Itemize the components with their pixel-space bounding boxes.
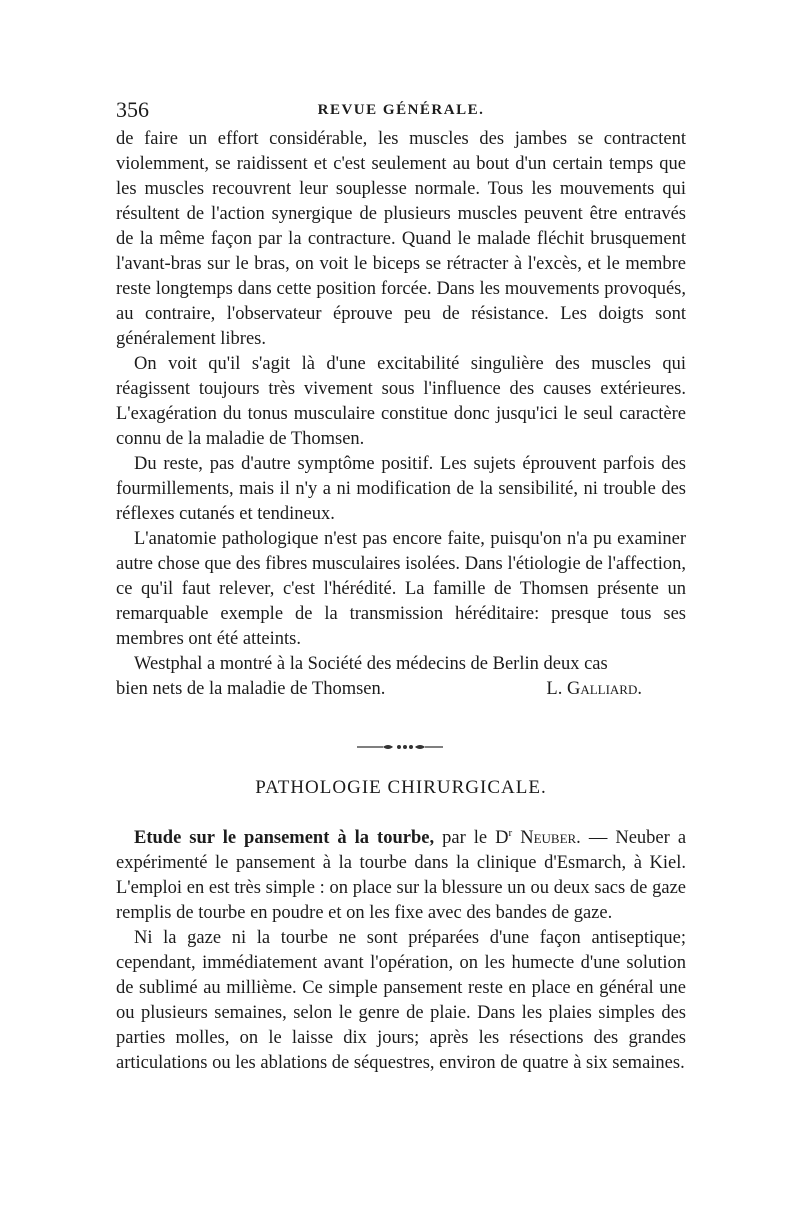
page-header — [116, 95, 686, 125]
paragraph-4: L'anatomie pathologique n'est pas encore faite, puisqu'on n'a pu examiner autre chose que des fibres musculaires isolées. Dans l'étiologie de l'affection, ce qu'il faut relever, c'est l'hérédité. La famille de Thomsen présente un remarquable exemple de la transmission héréditaire: presque tous ses membres ont été atteints. — [116, 529, 686, 649]
article-title: Etude sur le pansement à la tourbe, — [134, 828, 435, 849]
paragraph-5: Westphal a montré à la Société des médecins de Berlin deux cas — [134, 654, 608, 674]
article-body: — Neuber a expérimenté le pansement à la tourbe dans la clinique d'Esmarch, à Kiel. L'emploi en est très simple : on place sur la blessure un ou deux sacs de gaze remplis de tourbe en poudre et on les fixe avec des bandes de gaze. — [116, 828, 687, 924]
signature-line — [116, 677, 686, 702]
article-paragraph-2: Ni la gaze ni la tourbe ne sont préparées d'une façon antiseptique; cependant, immédiatement avant l'opération, on les humecte d'une solution de sublimé au millième. Ce simple pansement reste en place en général une ou plusieurs semaines, selon le genre de plaie. Dans les plaies simples des parties molles, on le laisse dix jours; après les résections des grandes articulations ou les ablations de séquestres, environ de quatre à six semaines. — [116, 928, 686, 1074]
paragraph-5-end: bien nets de la maladie de Thomsen. — [116, 679, 386, 699]
paragraph-2: On voit qu'il s'agit là d'une excitabilité singulière des muscles qui réagissent toujours très vivement sous l'influence des causes extérieures. L'exagération du tonus musculaire constitue donc jusqu'ici le seul caractère connu de la maladie de Thomsen. — [116, 354, 686, 449]
section-1-text — [116, 127, 686, 702]
article-author: Neuber. — [520, 828, 581, 849]
paragraph-1: de faire un effort considérable, les muscles des jambes se contractent violemment, se raidissent et c'est seulement au bout d'un certain temps que les muscles recouvrent leur souplesse normale. Tous les mouvements qui résultent de l'action synergique de plusieurs muscles peuvent être entravés de la même façon par la contracture. Quand le malade fléchit brusquement l'avant-bras sur le bras, on voit le biceps se rétracter à l'excès, et le membre reste longtemps dans cette position forcée. Dans les mouvements provoqués, au contraire, l'observateur éprouve peu de résistance. Les doigts sont généralement libres. — [116, 129, 686, 349]
article-paragraph-1 — [116, 821, 686, 926]
author-prefix-sup: r — [508, 827, 513, 839]
section-2-text — [116, 821, 686, 1076]
section-divider-ornament — [355, 742, 445, 752]
paragraph-3: Du reste, pas d'autre symptôme positif. Les sujets éprouvent parfois des fourmillements, mais il n'y a ni modification de la sensibilité, ni trouble des réflexes cutanés et tendineux. — [116, 454, 686, 524]
author-prefix: par le D — [442, 828, 509, 849]
running-title: REVUE GÉNÉRALE. — [317, 102, 485, 118]
author-signature: L. Galliard. — [546, 679, 642, 699]
page-number: 356 — [116, 97, 149, 122]
section-title: PATHOLOGIE CHIRURGICALE. — [255, 777, 547, 798]
